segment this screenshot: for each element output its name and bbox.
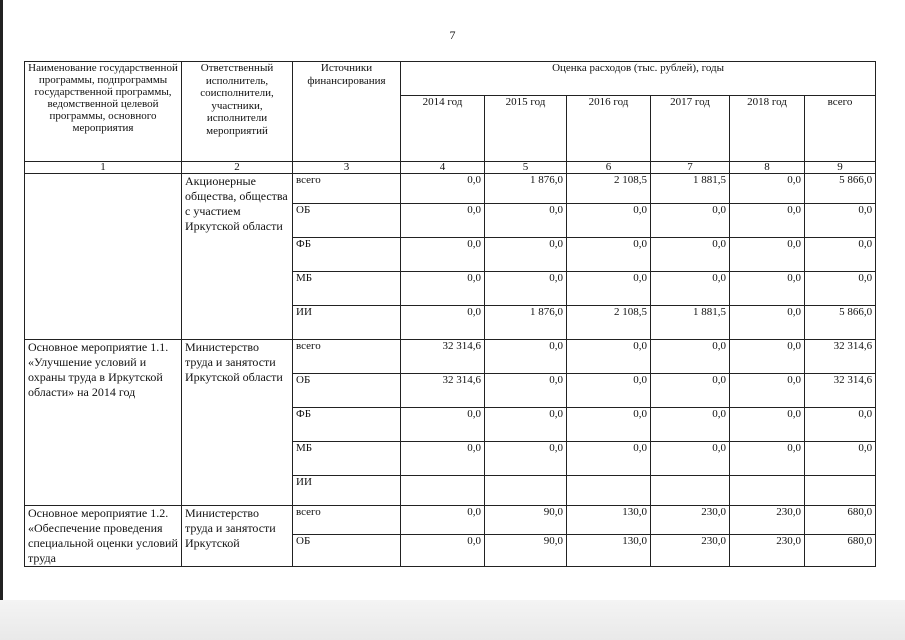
table-row [25,174,876,204]
value-cell: 680,0 [805,534,876,566]
funding-source: ИИ [293,306,401,340]
value-cell: 0,0 [567,238,651,272]
value-cell: 0,0 [651,442,730,476]
value-cell: 0,0 [730,238,805,272]
scan-left-edge [0,0,3,640]
value-cell [805,476,876,506]
executor-cell: Министерство труда и занятости Иркутской [182,506,293,567]
value-cell: 0,0 [401,272,485,306]
header-year-2015: 2015 год [485,96,567,162]
funding-source: ФБ [293,238,401,272]
value-cell: 0,0 [730,272,805,306]
value-cell: 0,0 [805,442,876,476]
funding-source: ФБ [293,408,401,442]
column-number: 6 [567,162,651,174]
value-cell: 32 314,6 [401,340,485,374]
header-program-name: Наименование государственной программы, подпрограммы государственной программы, ведомственной целевой программы, основного мероприятия [25,62,182,162]
value-cell: 1 876,0 [485,174,567,204]
funding-source: ОБ [293,374,401,408]
funding-source: всего [293,506,401,535]
program-name-cell [25,174,182,340]
value-cell: 1 876,0 [485,306,567,340]
program-name-cell: Основное мероприятие 1.2. «Обеспечение проведения специальной оценки условий труда [25,506,182,567]
value-cell: 0,0 [401,238,485,272]
header-total: всего [805,96,876,162]
value-cell: 0,0 [401,204,485,238]
value-cell: 0,0 [567,374,651,408]
value-cell: 0,0 [401,174,485,204]
executor-cell: Акционерные общества, общества с участием Иркутской области [182,174,293,340]
column-number: 3 [293,162,401,174]
value-cell: 0,0 [651,408,730,442]
table-row [25,340,876,374]
value-cell: 0,0 [730,204,805,238]
value-cell: 230,0 [730,534,805,566]
value-cell: 0,0 [485,374,567,408]
value-cell: 0,0 [651,204,730,238]
value-cell: 0,0 [485,238,567,272]
value-cell: 5 866,0 [805,306,876,340]
funding-source: ОБ [293,204,401,238]
value-cell: 0,0 [730,306,805,340]
value-cell: 1 881,5 [651,306,730,340]
value-cell: 0,0 [401,306,485,340]
header-executor: Ответственный исполнитель, соисполнители, участники, исполнители мероприятий [182,62,293,162]
value-cell: 0,0 [567,340,651,374]
value-cell: 0,0 [485,408,567,442]
value-cell: 230,0 [651,534,730,566]
value-cell: 90,0 [485,506,567,535]
header-year-2016: 2016 год [567,96,651,162]
value-cell: 680,0 [805,506,876,535]
header-year-2018: 2018 год [730,96,805,162]
column-number: 5 [485,162,567,174]
value-cell: 0,0 [651,272,730,306]
value-cell: 0,0 [805,272,876,306]
value-cell: 0,0 [485,442,567,476]
table-row [25,506,876,535]
value-cell: 0,0 [567,442,651,476]
value-cell: 0,0 [401,408,485,442]
value-cell: 0,0 [485,340,567,374]
value-cell: 0,0 [401,442,485,476]
value-cell: 0,0 [651,238,730,272]
value-cell [651,476,730,506]
funding-source: МБ [293,442,401,476]
value-cell: 32 314,6 [805,374,876,408]
value-cell: 2 108,5 [567,174,651,204]
value-cell [485,476,567,506]
column-number: 2 [182,162,293,174]
column-number: 8 [730,162,805,174]
value-cell: 0,0 [730,340,805,374]
value-cell: 0,0 [730,174,805,204]
executor-cell: Министерство труда и занятости Иркутской области [182,340,293,506]
value-cell: 0,0 [805,408,876,442]
value-cell: 230,0 [730,506,805,535]
value-cell: 5 866,0 [805,174,876,204]
column-number: 7 [651,162,730,174]
value-cell [567,476,651,506]
value-cell: 32 314,6 [805,340,876,374]
value-cell: 90,0 [485,534,567,566]
program-name-cell: Основное мероприятие 1.1. «Улучшение условий и охраны труда в Иркутской области» на 2014 год [25,340,182,506]
funding-source: ИИ [293,476,401,506]
value-cell: 0,0 [401,506,485,535]
value-cell: 0,0 [485,204,567,238]
funding-source: всего [293,340,401,374]
value-cell: 0,0 [401,534,485,566]
value-cell: 0,0 [651,374,730,408]
page-number: 7 [449,28,456,42]
value-cell [401,476,485,506]
header-year-2014: 2014 год [401,96,485,162]
column-number: 4 [401,162,485,174]
funding-source: ОБ [293,534,401,566]
value-cell: 0,0 [567,204,651,238]
value-cell: 1 881,5 [651,174,730,204]
header-funding-source: Источники финансирования [293,62,401,162]
header-estimate-title: Оценка расходов (тыс. рублей), годы [401,62,876,96]
column-number: 9 [805,162,876,174]
value-cell: 0,0 [651,340,730,374]
funding-source: МБ [293,272,401,306]
value-cell: 130,0 [567,506,651,535]
value-cell: 0,0 [730,374,805,408]
value-cell: 2 108,5 [567,306,651,340]
funding-source: всего [293,174,401,204]
value-cell: 0,0 [805,238,876,272]
value-cell: 130,0 [567,534,651,566]
value-cell: 32 314,6 [401,374,485,408]
value-cell [730,476,805,506]
value-cell: 0,0 [730,408,805,442]
value-cell: 0,0 [485,272,567,306]
column-number: 1 [25,162,182,174]
scan-bottom-shade [0,600,905,640]
value-cell: 230,0 [651,506,730,535]
value-cell: 0,0 [805,204,876,238]
budget-table [24,61,876,567]
header-year-2017: 2017 год [651,96,730,162]
value-cell: 0,0 [567,408,651,442]
value-cell: 0,0 [730,442,805,476]
value-cell: 0,0 [567,272,651,306]
